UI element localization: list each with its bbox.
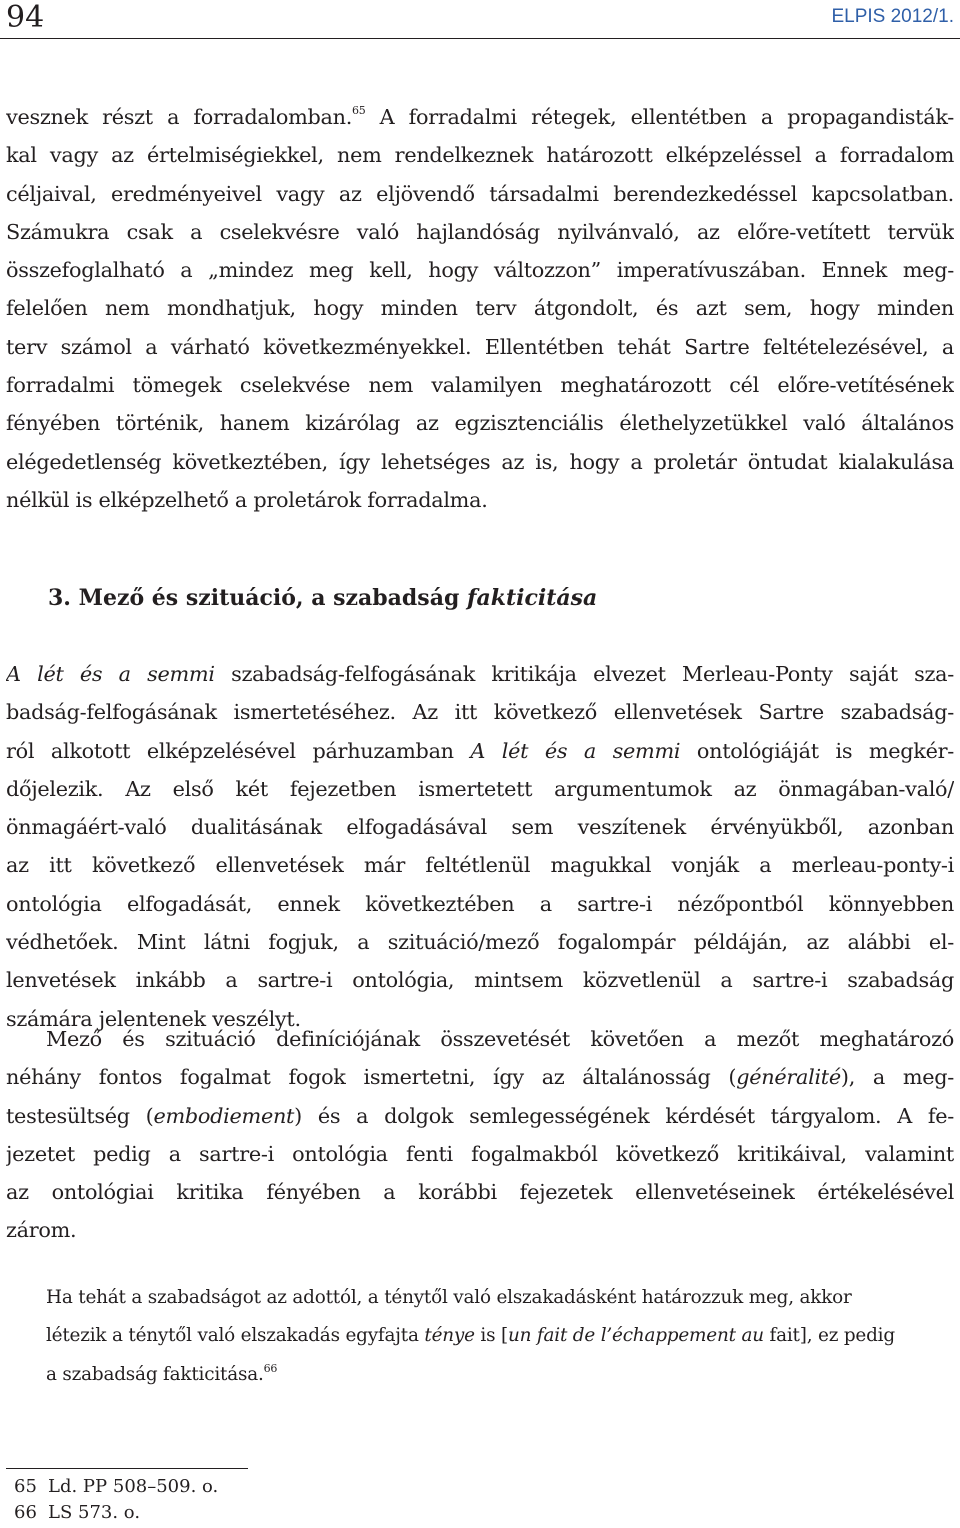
text-line: védhetőek. Mint látni fogjuk, a szituáció/mező fogalompár példáján, az alábbi el- — [6, 930, 954, 955]
text-line: badság-felfogásának ismertetéséhez. Az itt következő ellenvetések Sartre szabadság- — [6, 700, 954, 725]
text-line: jezetet pedig a sartre-i ontológia fenti fogalmakból következő kritikáival, valamint — [6, 1141, 954, 1166]
text-line: felelően nem mondhatjuk, hogy minden terv átgondolt, és azt sem, hogy minden — [6, 296, 954, 321]
text-line: ról alkotott elképzelésével párhuzamban A lét és a semmi ontológiáját is megkér- — [6, 738, 954, 763]
text-line: ontológia elfogadását, ennek következtében a sartre-i nézőpontból könnyebben — [6, 891, 954, 916]
text-line: önmagáért-való dualitásának elfogadásával sem veszítenek érvényükből, azonban — [6, 815, 954, 840]
text-line: Mező és szituáció definíciójának összevetését követően a mezőt meghatározó — [46, 1027, 954, 1051]
text-line: céljaival, eredményeivel vagy az eljövendő társadalmi berendezkedéssel kapcsolatban. — [6, 181, 954, 206]
text-line: dőjelezik. Az első két fejezetben ismertetett argumentumok az önmagában-való/ — [6, 776, 954, 801]
footnote: 65 Ld. PP 508–509. o. — [14, 1476, 219, 1497]
text-line: kal vagy az értelmiségiekkel, nem rendelkeznek határozott elképzeléssel a forradalom — [6, 143, 954, 168]
text-line: forradalmi tömegek cselekvése nem valamilyen meghatározott cél előre-vetítésének — [6, 373, 954, 398]
footnote: 66 LS 573. o. — [14, 1502, 141, 1523]
footnote-rule — [6, 1468, 248, 1469]
text-line: zárom. — [6, 1218, 77, 1243]
paragraph-2 — [6, 655, 954, 1038]
text-line: testesültség (embodiement) és a dolgok semlegességének kérdését tárgyalom. A fe- — [6, 1103, 954, 1128]
text-line: néhány fontos fogalmat fogok ismertetni, így az általánosság (généralité), a meg- — [6, 1065, 954, 1090]
paragraph-1 — [6, 98, 954, 519]
quote-line: a szabadság fakticitása.$^{66}$ — [46, 1361, 278, 1385]
page-number: 94 — [6, 0, 45, 35]
quote-line: létezik a ténytől való elszakadás egyfajta ténye is [un fait de l’échappement au fait], ez pedig — [46, 1325, 895, 1347]
text-line: nélkül is elképzelhető a proletárok forradalma. — [6, 487, 488, 512]
page-header — [0, 0, 960, 60]
footnote-ref: 65 — [352, 104, 366, 117]
text-line: az itt következő ellenvetések már feltétlenül magukkal vonják a merleau-ponty-i — [6, 853, 954, 878]
text-line: számára jelentenek veszélyt. — [6, 1006, 301, 1031]
text-line: elégedetlenség következtében, így lehetséges az is, hogy a proletár öntudat kialakulása — [6, 449, 954, 474]
block-quote — [46, 1279, 926, 1394]
text-line: összefoglalható a „mindez meg kell, hogy változzon” imperatívuszában. Ennek meg- — [6, 258, 954, 283]
section-heading: 3. Mező és szituáció, a szabadság fakticitása — [48, 585, 598, 611]
text-line: terv számol a várható következményekkel. Ellentétben tehát Sartre feltételezésével, a — [6, 334, 954, 359]
quote-line: Ha tehát a szabadságot az adottól, a ténytől való elszakadásként határozzuk meg, akkor — [46, 1287, 852, 1308]
text-line: vesznek részt a forradalomban.$^{65}$ A forradalmi rétegek, ellentétben a propagandisták- — [6, 104, 954, 129]
text-line: Számukra csak a cselekvésre való hajlandóság nyilvánvaló, az előre-vetített tervük — [6, 219, 954, 244]
text-line: lenvetések inkább a sartre-i ontológia, mintsem közvetlenül a sartre-i szabadság — [6, 968, 954, 993]
footnote-ref: 66 — [263, 1361, 278, 1375]
text-line: fényében történik, hanem kizárólag az egzisztenciális élethelyzetükkel való általános — [6, 411, 954, 436]
header-rule — [0, 38, 960, 39]
running-title: ELPIS 2012/1. — [831, 6, 954, 27]
text-line: A lét és a semmi szabadság-felfogásának kritikája elvezet Merleau-Ponty saját sza- — [6, 662, 954, 686]
text-line: az ontológiai kritika fényében a korábbi fejezetek ellenvetéseinek értékelésével — [6, 1180, 954, 1205]
paragraph-3 — [6, 1020, 954, 1250]
